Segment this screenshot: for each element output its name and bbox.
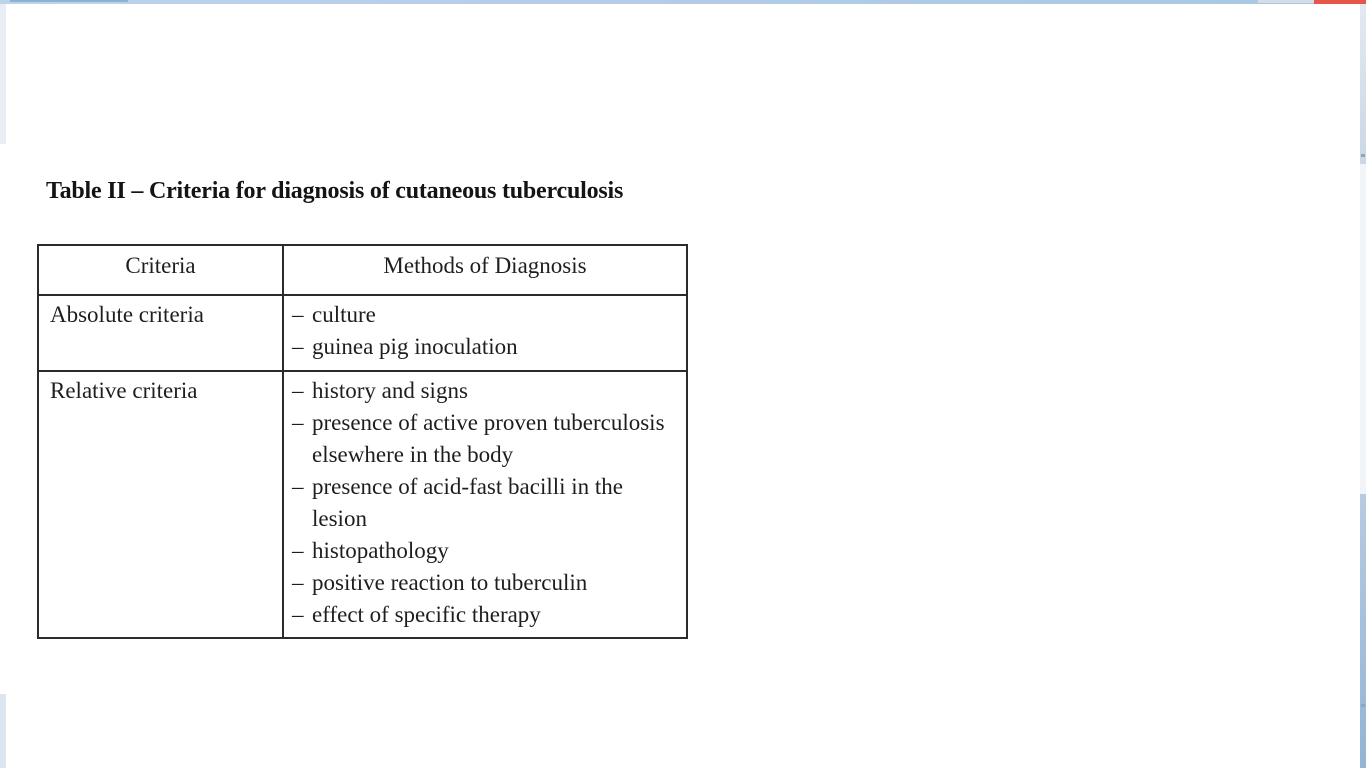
table-title: Table II – Criteria for diagnosis of cutaneous tuberculosis — [46, 178, 624, 204]
table-row — [38, 295, 687, 371]
method-text: effect of specific therapy — [312, 602, 541, 627]
edge-tick — [1361, 154, 1365, 157]
window-left-edge — [0, 4, 6, 768]
dash-marker: – — [292, 302, 304, 327]
window-right-edge — [1360, 4, 1366, 768]
list-item — [292, 331, 680, 363]
list-item — [292, 407, 680, 471]
dash-marker: – — [292, 378, 304, 403]
method-text: histopathology — [312, 538, 449, 563]
header-criteria: Criteria — [38, 245, 283, 295]
list-item — [292, 567, 680, 599]
criteria-cell: Absolute criteria — [38, 295, 283, 371]
methods-list — [292, 299, 680, 363]
method-text: positive reaction to tuberculin — [312, 570, 588, 595]
methods-list — [292, 375, 680, 631]
dash-marker: – — [292, 334, 304, 359]
edge-tick — [1361, 704, 1365, 707]
list-item — [292, 471, 680, 535]
window-control-segment — [1258, 0, 1314, 3]
dash-marker: – — [292, 602, 304, 627]
methods-cell — [283, 371, 687, 638]
method-text: presence of acid-fast bacilli in the lesion — [312, 474, 623, 531]
close-button-edge[interactable] — [1314, 0, 1366, 4]
dash-marker: – — [292, 474, 304, 499]
list-item — [292, 535, 680, 567]
criteria-table — [37, 244, 688, 639]
criteria-cell: Relative criteria — [38, 371, 283, 638]
list-item — [292, 299, 680, 331]
list-item — [292, 599, 680, 631]
table-row — [38, 371, 687, 638]
method-text: presence of active proven tuberculosis elsewhere in the body — [312, 410, 665, 467]
methods-cell — [283, 295, 687, 371]
method-text: guinea pig inoculation — [312, 334, 518, 359]
method-text: culture — [312, 302, 376, 327]
dash-marker: – — [292, 410, 304, 435]
window-top-edge — [0, 0, 1366, 4]
header-methods: Methods of Diagnosis — [283, 245, 687, 295]
dash-marker: – — [292, 570, 304, 595]
taskbar-segment — [10, 0, 128, 2]
list-item — [292, 375, 680, 407]
dash-marker: – — [292, 538, 304, 563]
table-header-row — [38, 245, 687, 295]
method-text: history and signs — [312, 378, 468, 403]
